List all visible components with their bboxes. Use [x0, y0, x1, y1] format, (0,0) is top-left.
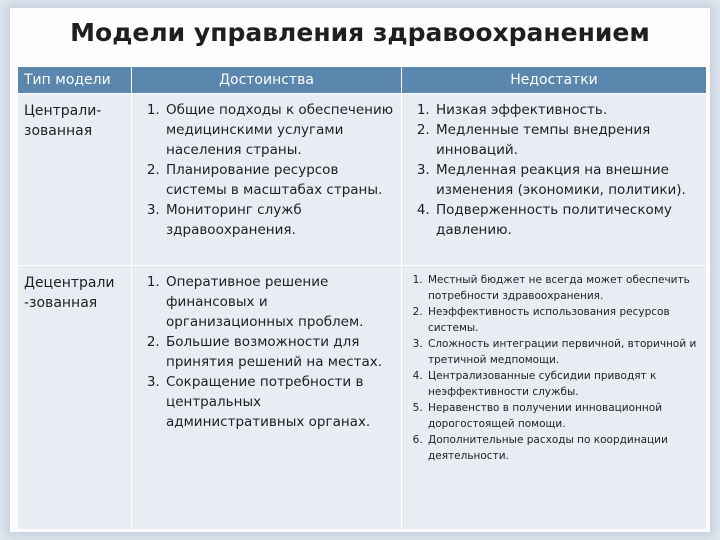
- list-item: 3. Мониторинг служб здравоохранения.: [164, 200, 395, 240]
- header-advantages: Достоинства: [132, 67, 402, 94]
- slide-title: Модели управления здравоохранением: [70, 18, 650, 47]
- disadvantages-cell: [402, 266, 707, 530]
- model-type: Децентрали -зованная: [18, 266, 132, 530]
- list-item: 1. Общие подходы к обеспечению медицинскими услугами населения страны.: [164, 100, 395, 160]
- list-item: 2. Медленные темпы внедрения инноваций.: [434, 120, 700, 160]
- header-disadvantages: Недостатки: [402, 67, 707, 94]
- disadvantages-list: [408, 272, 700, 464]
- header-row: [18, 67, 707, 94]
- list-item: 5. Неравенство в получении инновационной дорогостоящей помощи.: [426, 400, 700, 432]
- disadvantages-cell: [402, 94, 707, 266]
- list-item: 6. Дополнительные расходы по координации деятельности.: [426, 432, 700, 464]
- table-row: [18, 94, 707, 266]
- list-item: 4. Централизованные субсидии приводят к неэффективности службы.: [426, 368, 700, 400]
- header-type: Тип модели: [18, 67, 132, 94]
- models-table: [17, 66, 707, 530]
- advantages-cell: [132, 266, 402, 530]
- advantages-list: [138, 272, 395, 432]
- disadvantages-list: [408, 100, 700, 240]
- list-item: 4. Подверженность политическому давлению.: [434, 200, 700, 240]
- list-item: 1. Низкая эффективность.: [434, 100, 700, 120]
- model-type: Централи-зованная: [18, 94, 132, 266]
- list-item: 3. Медленная реакция на внешние изменения (экономики, политики).: [434, 160, 700, 200]
- list-item: 3. Сокращение потребности в центральных административных органах.: [164, 372, 395, 432]
- advantages-list: [138, 100, 395, 240]
- list-item: 2. Большие возможности для принятия решений на местах.: [164, 332, 395, 372]
- list-item: 2. Неэффективность использования ресурсов системы.: [426, 304, 700, 336]
- list-item: 2. Планирование ресурсов системы в масштабах страны.: [164, 160, 395, 200]
- advantages-cell: [132, 94, 402, 266]
- table-row: [18, 266, 707, 530]
- list-item: 3. Сложность интеграции первичной, вторичной и третичной медпомощи.: [426, 336, 700, 368]
- list-item: 1. Оперативное решение финансовых и организационных проблем.: [164, 272, 395, 332]
- list-item: 1. Местный бюджет не всегда может обеспечить потребности здравоохранения.: [426, 272, 700, 304]
